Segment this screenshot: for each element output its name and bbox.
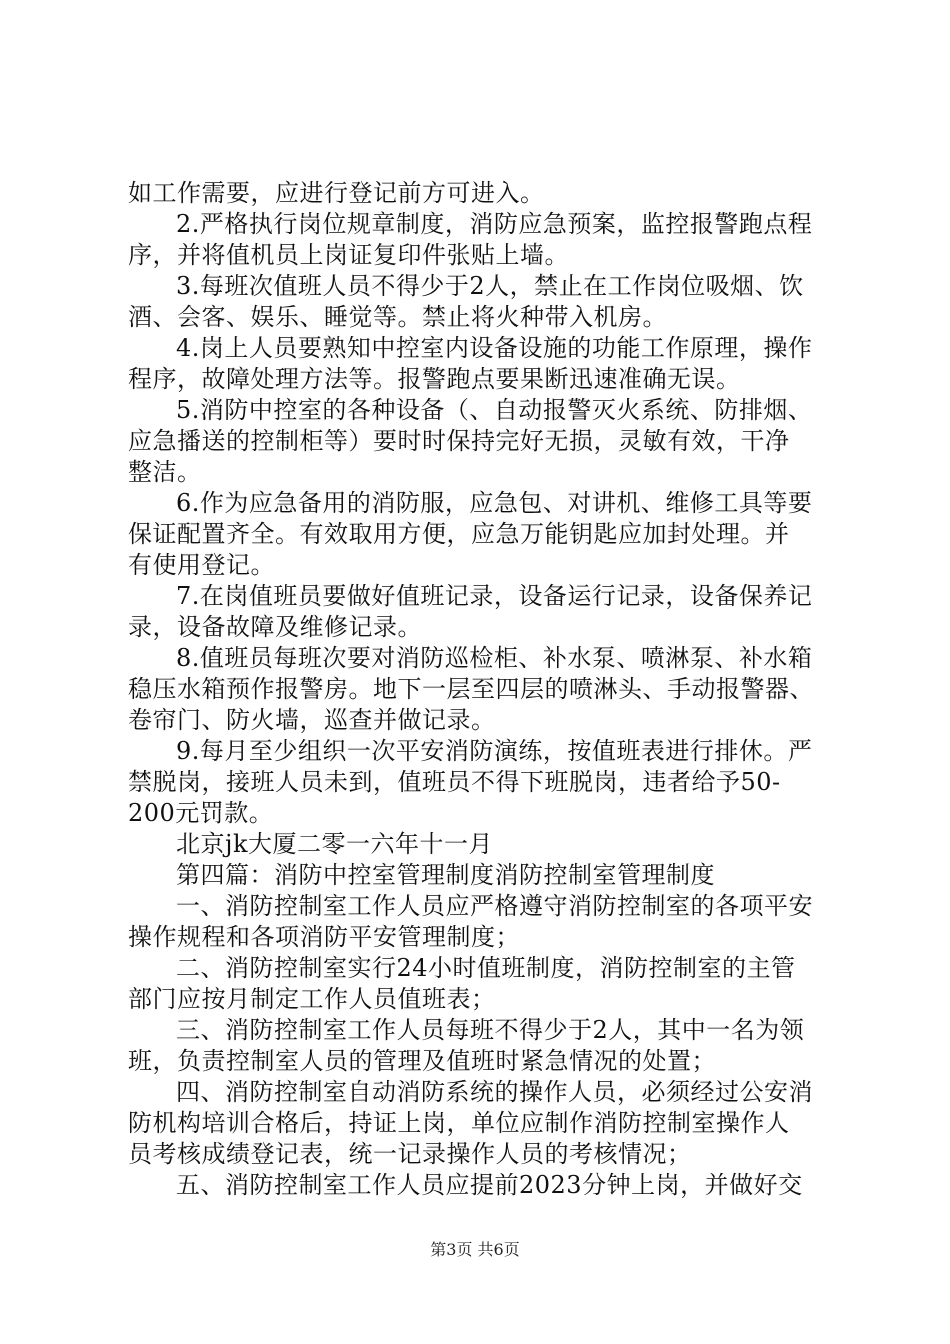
text-line: 如工作需要，应进行登记前方可进入。: [128, 179, 545, 207]
text-line: 200元罚款。: [128, 799, 274, 827]
text-line: 二、消防控制室实行24小时值班制度，消防控制室的主管: [176, 954, 796, 982]
text-line: 四、消防控制室自动消防系统的操作人员，必须经过公安消: [176, 1078, 813, 1106]
text-line: 稳压水箱预作报警房。地下一层至四层的喷淋头、手动报警器、: [128, 675, 814, 703]
document-body: [128, 178, 840, 1201]
text-line: 班，负责控制室人员的管理及值班时紧急情况的处置；: [128, 1047, 716, 1075]
text-line: 6.作为应急备用的消防服，应急包、对讲机、维修工具等要: [176, 489, 813, 517]
text-line: 三、消防控制室工作人员每班不得少于2人，其中一名为领: [176, 1016, 805, 1044]
text-line: 防机构培训合格后，持证上岗，单位应制作消防控制室操作人: [128, 1109, 790, 1137]
text-line: 北京jk大厦二零一六年十一月: [176, 830, 493, 858]
text-line: 3.每班次值班人员不得少于2人，禁止在工作岗位吸烟、饮: [176, 272, 804, 300]
text-line: 保证配置齐全。有效取用方便，应急万能钥匙应加封处理。并: [128, 520, 790, 548]
text-line: 五、消防控制室工作人员应提前2023分钟上岗，并做好交: [176, 1171, 803, 1199]
text-line: 部门应按月制定工作人员值班表；: [128, 985, 496, 1013]
text-line: 第四篇：消防中控室管理制度消防控制室管理制度: [176, 861, 715, 889]
text-line: 2.严格执行岗位规章制度，消防应急预案，监控报警跑点程: [176, 210, 813, 238]
text-line: 整洁。: [128, 458, 202, 486]
text-line: 程序，故障处理方法等。报警跑点要果断迅速准确无误。: [128, 365, 741, 393]
page-footer: 第3页 共6页: [430, 1240, 520, 1259]
text-line: 操作规程和各项消防平安管理制度；: [128, 923, 520, 951]
text-line: 卷帘门、防火墙，巡查并做记录。: [128, 706, 496, 734]
text-line: 5.消防中控室的各种设备（、自动报警灭火系统、防排烟、: [176, 396, 813, 424]
text-line: 一、消防控制室工作人员应严格遵守消防控制室的各项平安: [176, 892, 813, 920]
text-line: 禁脱岗，接班人员未到，值班员不得下班脱岗，违者给予50-: [128, 768, 781, 796]
text-line: 9.每月至少组织一次平安消防演练，按值班表进行排休。严: [176, 737, 813, 765]
text-line: 有使用登记。: [128, 551, 275, 579]
text-line: 7.在岗值班员要做好值班记录，设备运行记录，设备保养记: [176, 582, 813, 610]
text-line: 8.值班员每班次要对消防巡检柜、补水泵、喷淋泵、补水箱: [176, 644, 813, 672]
text-line: 录，设备故障及维修记录。: [128, 613, 422, 641]
text-line: 酒、会客、娱乐、睡觉等。禁止将火种带入机房。: [128, 303, 667, 331]
text-line: 应急播送的控制柜等）要时时保持完好无损，灵敏有效，干净: [128, 427, 790, 455]
text-line: 4.岗上人员要熟知中控室内设备设施的功能工作原理，操作: [176, 334, 813, 362]
text-line: 序，并将值机员上岗证复印件张贴上墙。: [128, 241, 569, 269]
text-line: 员考核成绩登记表，统一记录操作人员的考核情况；: [128, 1140, 692, 1168]
